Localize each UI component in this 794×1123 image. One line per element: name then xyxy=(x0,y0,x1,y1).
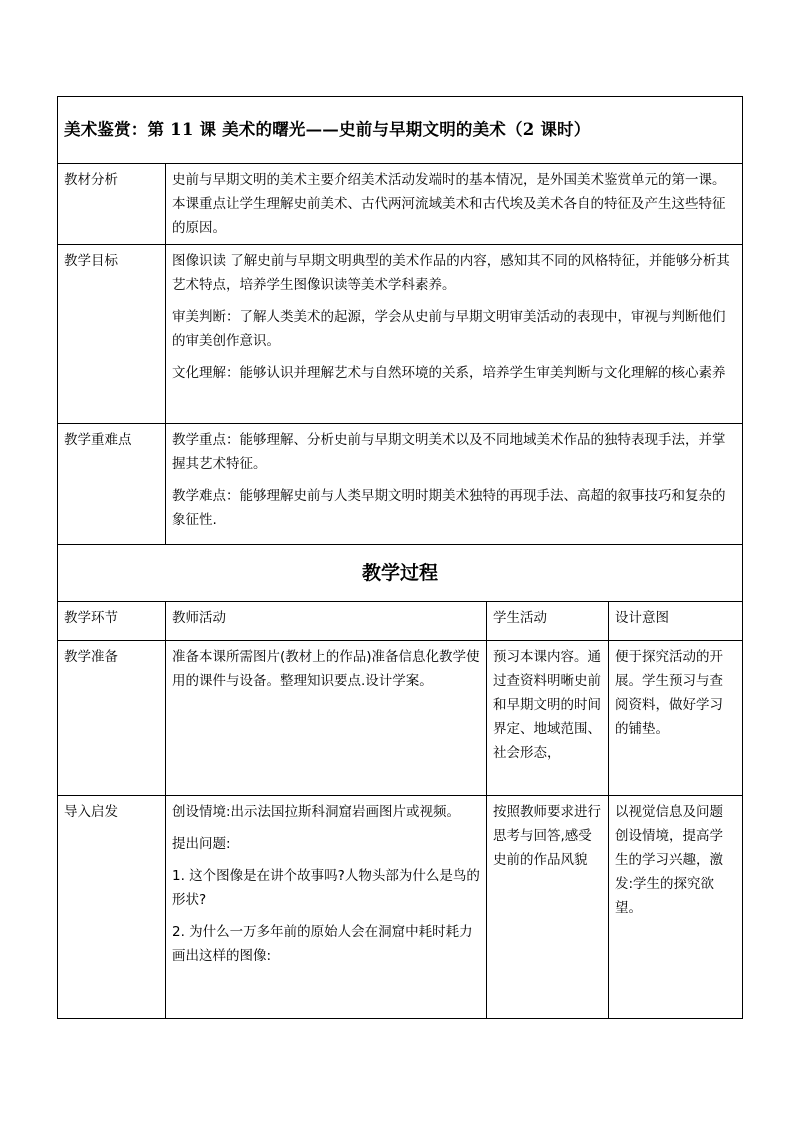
intro-teacher-line: 1. 这个图像是在讲个故事吗?人物头部为什么是鸟的形状? xyxy=(172,868,480,908)
column-header-intent: 设计意图 xyxy=(609,602,743,641)
lesson-plan-table xyxy=(57,96,743,1019)
intro-row xyxy=(58,796,743,1019)
keypoint-item: 教学重点：能够理解、分析史前与早期文明美术以及不同地域美术作品的独特表现手法，并掌握其艺术特征。 xyxy=(172,432,726,472)
keypoint-item: 教学难点：能够理解史前与人类早期文明时期美术独特的再现手法、高超的叙事技巧和复杂的象征性. xyxy=(172,488,726,528)
intro-teacher-line: 2. 为什么一万多年前的原始人会在洞窟中耗时耗力画出这样的图像: xyxy=(172,924,473,964)
analysis-text: 史前与早期文明的美术主要介绍美术活动发端时的基本情况，是外国美术鉴赏单元的第一课。本课重点让学生理解史前美术、古代两河流域美术和古代埃及美术各自的特征及产生这些特征的原因。 xyxy=(166,164,743,245)
column-header-row xyxy=(58,602,743,641)
goals-label: 教学目标 xyxy=(58,245,166,424)
prep-stage: 教学准备 xyxy=(58,641,166,796)
intro-teacher-line: 提出问题: xyxy=(172,836,231,852)
column-header-student: 学生活动 xyxy=(487,602,609,641)
keypoints-label: 教学重难点 xyxy=(58,424,166,545)
intro-teacher-line: 创设情境:出示法国拉斯科洞窟岩画图片或视频。 xyxy=(172,804,461,820)
intro-intent: 以视觉信息及问题创设情境，提高学生的学习兴趣，激发:学生的探究欲望。 xyxy=(609,796,743,1019)
analysis-label: 教材分析 xyxy=(58,164,166,245)
keypoints-row xyxy=(58,424,743,545)
goals-content xyxy=(166,245,743,424)
process-heading: 教学过程 xyxy=(58,545,743,602)
keypoints-content xyxy=(166,424,743,545)
intro-stage: 导入启发 xyxy=(58,796,166,1019)
prep-row xyxy=(58,641,743,796)
column-header-teacher: 教师活动 xyxy=(166,602,487,641)
analysis-row xyxy=(58,164,743,245)
goal-item: 审美判断：了解人类美术的起源，学会从史前与早期文明审美活动的表现中，审视与判断他们的审美创作意识。 xyxy=(172,309,726,349)
prep-intent: 便于探究活动的开展。学生预习与查阅资料，做好学习的铺垫。 xyxy=(609,641,743,796)
title-row xyxy=(58,97,743,164)
prep-teacher: 准备本课所需图片(教材上的作品)准备信息化教学使用的课件与设备。整理知识要点.设计学案。 xyxy=(166,641,487,796)
goal-item: 文化理解：能够认识并理解艺术与自然环境的关系，培养学生审美判断与文化理解的核心素养 xyxy=(172,365,726,381)
intro-student: 按照教师要求进行思考与回答,感受史前的作品风貌 xyxy=(487,796,609,1019)
intro-teacher xyxy=(166,796,487,1019)
goals-row xyxy=(58,245,743,424)
goal-item: 图像识读 了解史前与早期文明典型的美术作品的内容，感知其不同的风格特征，并能够分析其艺术特点，培养学生图像识读等美术学科素养。 xyxy=(172,253,730,293)
prep-student: 预习本课内容。通过查资料明晰史前和早期文明的时间界定、地域范围、社会形态， xyxy=(487,641,609,796)
column-header-stage: 教学环节 xyxy=(58,602,166,641)
process-heading-row xyxy=(58,545,743,602)
lesson-title: 美术鉴赏：第 11 课 美术的曙光——史前与早期文明的美术（2 课时） xyxy=(58,97,743,164)
